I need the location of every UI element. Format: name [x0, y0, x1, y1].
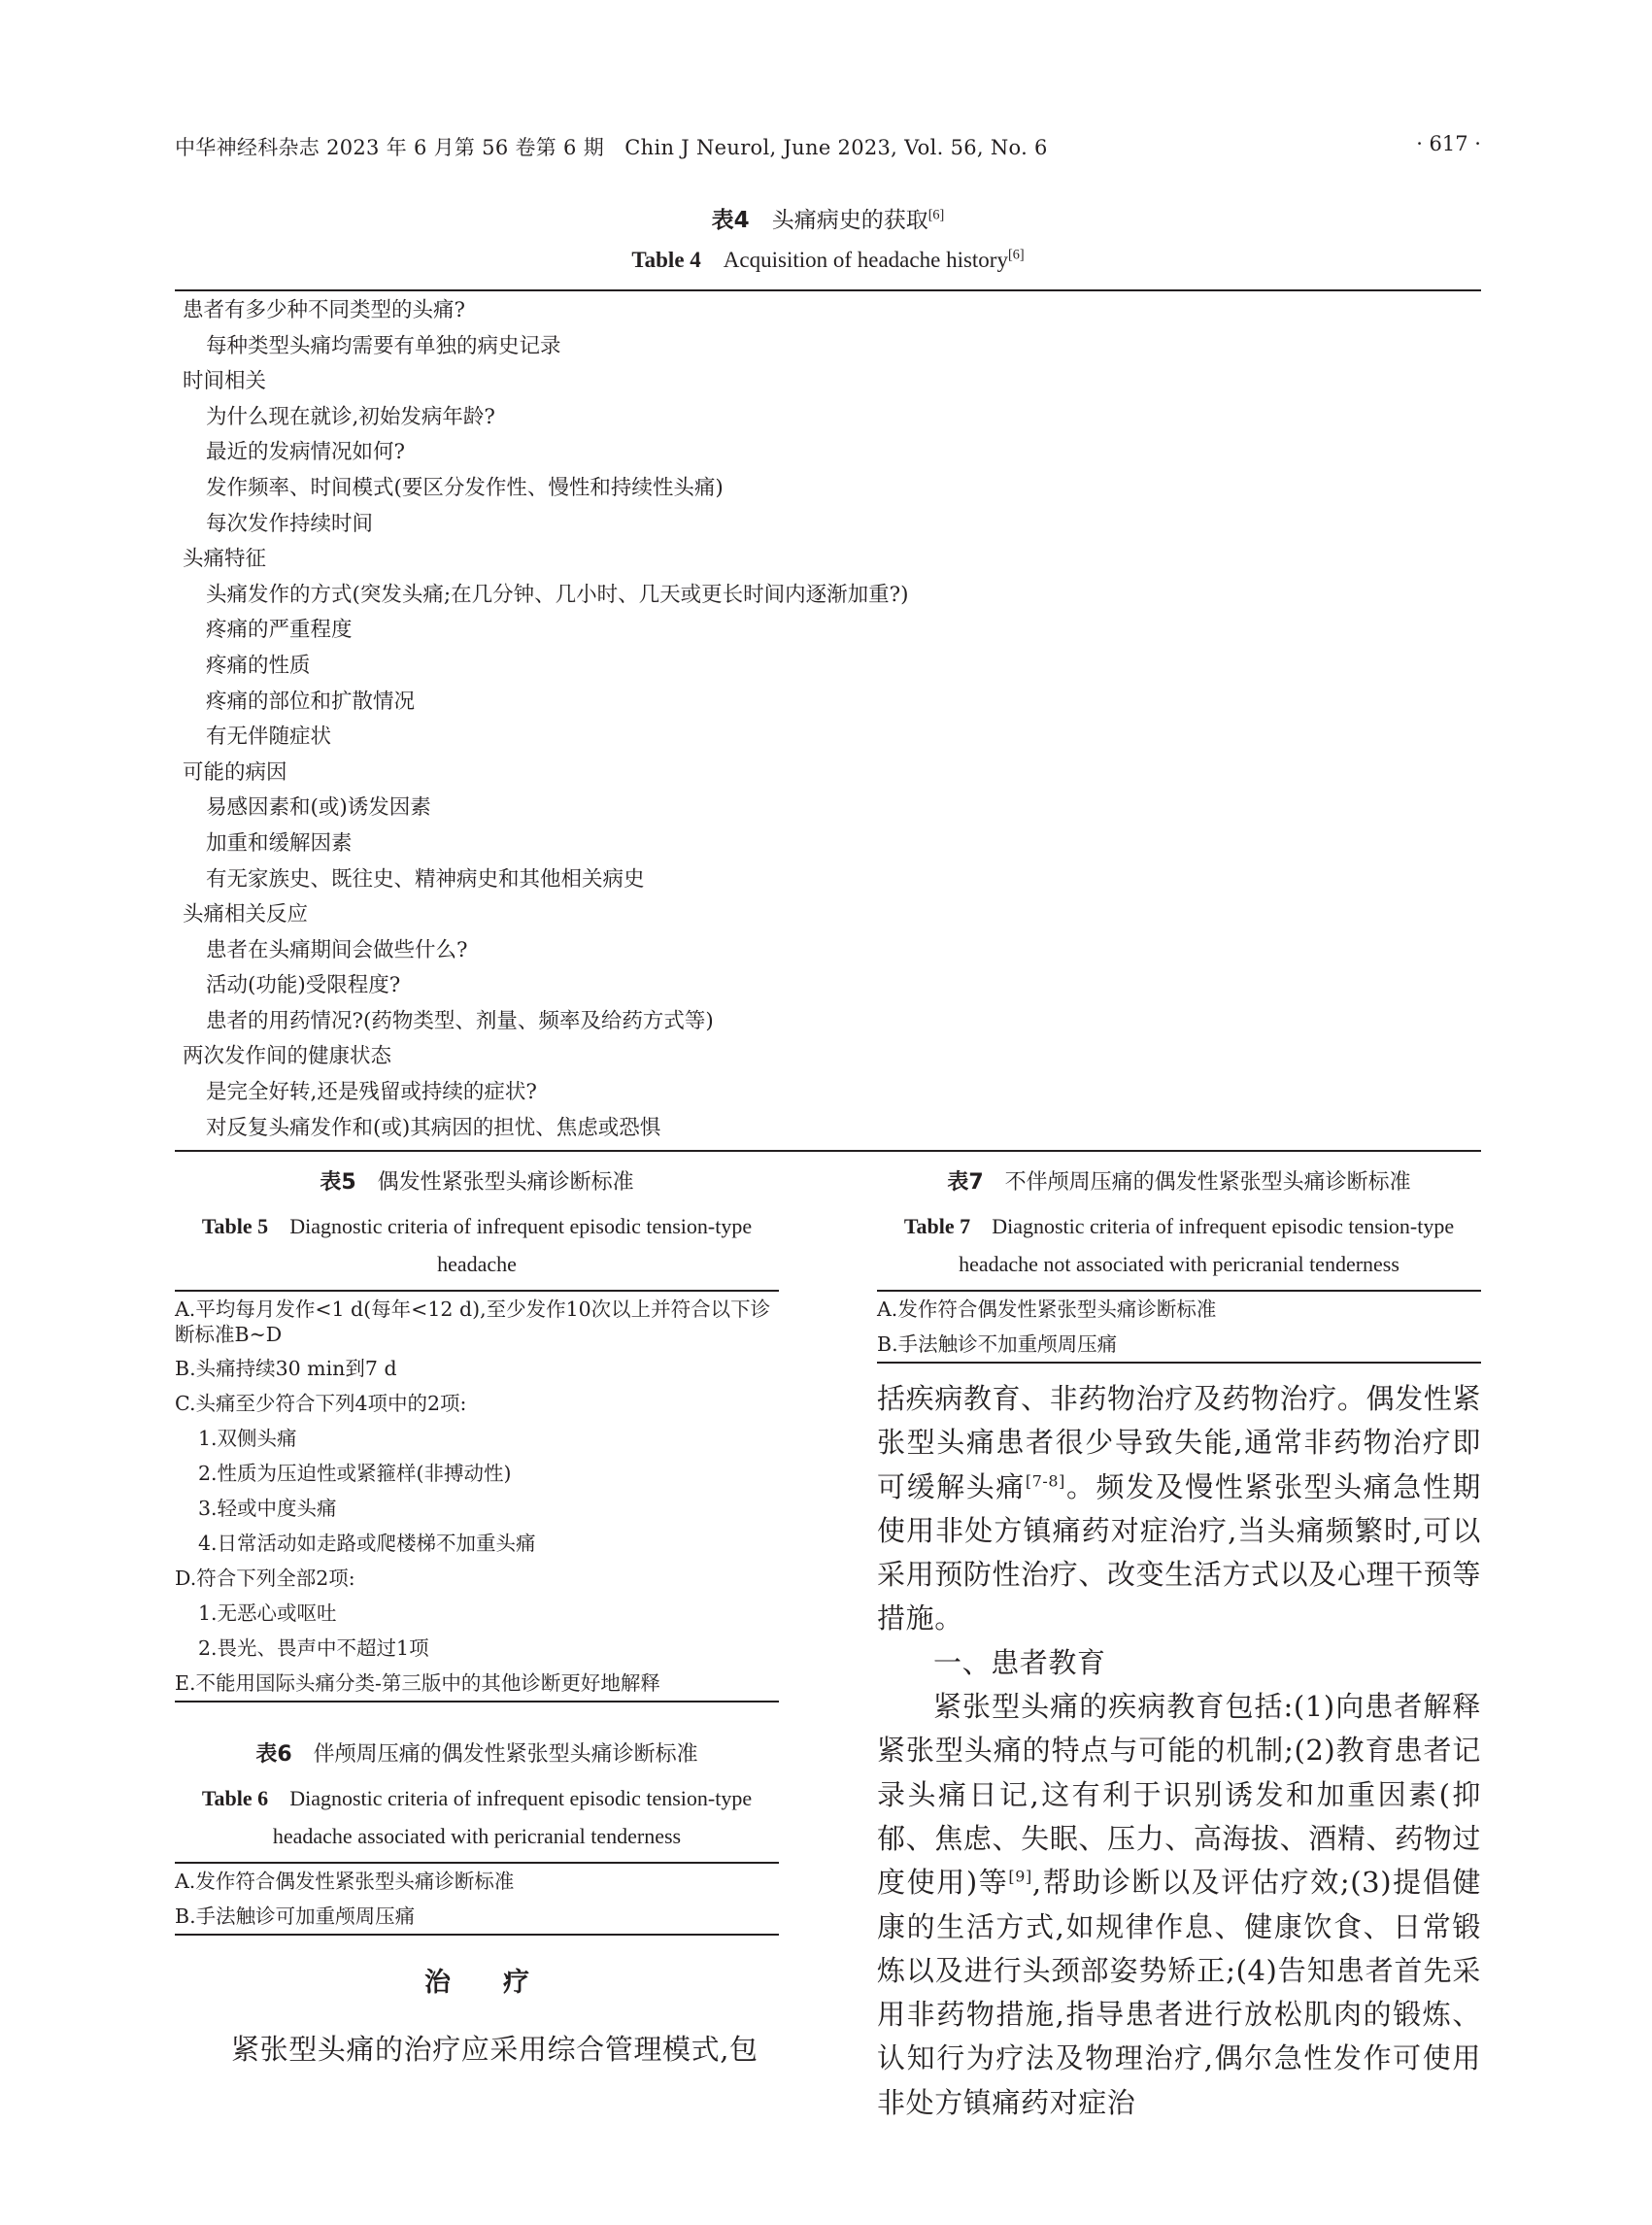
table4-row: 有无伴随症状 — [206, 725, 332, 750]
table4-row: 可能的病因 — [183, 759, 287, 785]
table4-caption — [175, 204, 1481, 277]
table5-row: E.不能用国际头痛分类-第三版中的其他诊断更好地解释 — [175, 1671, 660, 1695]
table6-row: B.手法触诊可加重颅周压痛 — [175, 1905, 416, 1928]
table5-bottom-rule — [175, 1701, 779, 1702]
right-column — [877, 1165, 1481, 2125]
table7-title-zh: 表7 不伴颅周压痛的偶发性紧张型头痛诊断标准 — [947, 1169, 1411, 1195]
table5-row: 1.双侧头痛 — [198, 1427, 297, 1450]
table5-row: 3.轻或中度头痛 — [198, 1497, 337, 1520]
table5-title-zh: 表5 偶发性紧张型头痛诊断标准 — [320, 1169, 634, 1195]
table4-title-zh: 表4 头痛病史的获取[6] — [711, 207, 945, 233]
table4-bottom-rule — [175, 1150, 1481, 1152]
table4-row: 患者的用药情况?(药物类型、剂量、频率及给药方式等) — [206, 1008, 714, 1033]
table4-row: 疼痛的性质 — [206, 653, 311, 678]
table7-caption — [877, 1165, 1481, 1283]
table4-row: 有无家族史、既往史、精神病史和其他相关病史 — [206, 866, 645, 892]
table7-bottom-rule — [877, 1362, 1481, 1364]
page-number: · 617 · — [1416, 132, 1481, 155]
table5-caption — [175, 1165, 779, 1283]
table5-row: 1.无恶心或呕吐 — [198, 1601, 337, 1625]
table4-row: 头痛发作的方式(突发头痛;在几分钟、几小时、几天或更长时间内逐渐加重?) — [206, 582, 909, 607]
table5-row: 2.畏光、畏声中不超过1项 — [198, 1636, 429, 1660]
table4-row: 疼痛的严重程度 — [206, 618, 353, 643]
table4-body — [183, 293, 1474, 1146]
table4-row: 为什么现在就诊,初始发病年龄? — [206, 404, 495, 429]
citation-7-8: [7-8] — [1025, 1470, 1065, 1490]
table4-row: 疼痛的部位和扩散情况 — [206, 689, 416, 714]
table4-row: 患者在头痛期间会做些什么? — [206, 937, 468, 962]
table5-row: A.平均每月发作<1 d(每年<12 d),至少发作10次以上并符合以下诊断标准B~D — [175, 1298, 771, 1346]
table4-row: 每次发作持续时间 — [206, 511, 374, 536]
citation-9: [9] — [1008, 1867, 1032, 1886]
patient-education-paragraph: 紧张型头痛的疾病教育包括:(1)向患者解释紧张型头痛的特点与可能的机制;(2)教育患者记录头痛日记,这有利于识别诱发和加重因素(抑郁、焦虑、失眠、压力、高海拔、酒精、药物过度使用)等[9],帮助诊断以及评估疗效;(3)提倡健康的生活方式,如规律作息、健康饮食、日常锻炼以及进行头颈部姿势矫正;(4)告知患者首先采用非药物措施,指导患者进行放松肌肉的锻炼、认知行为疗法及物理治疗,偶尔急性发作可使用非处方镇痛药对症治 — [877, 1690, 1481, 2119]
table5-row: 2.性质为压迫性或紧箍样(非搏动性) — [198, 1462, 512, 1485]
table4-row: 是完全好转,还是残留或持续的症状? — [206, 1080, 537, 1105]
table6-title-en: Table 6 Diagnostic criteria of infrequent episodic tension-type headache associated with pericranial tenderness — [201, 1786, 753, 1848]
journal-citation: 中华神经科杂志 2023 年 6 月第 56 卷第 6 期 Chin J Neurol, June 2023, Vol. 56, No. 6 — [175, 136, 1048, 159]
table4-row: 时间相关 — [183, 369, 267, 394]
table4-row: 活动(功能)受限程度? — [206, 973, 401, 998]
table4-row: 患者有多少种不同类型的头痛? — [183, 298, 466, 322]
table6-bottom-rule — [175, 1934, 779, 1936]
table7-row: B.手法触诊不加重颅周压痛 — [877, 1332, 1118, 1356]
table4-title-en: Table 4 Acquisition of headache history[6] — [631, 246, 1025, 272]
table7-body — [877, 1292, 1481, 1362]
table7-row: A.发作符合偶发性紧张型头痛诊断标准 — [877, 1298, 1217, 1321]
table4-row: 发作频率、时间模式(要区分发作性、慢性和持续性头痛) — [206, 475, 724, 500]
table5-top-rule — [175, 1290, 779, 1292]
table4-row: 最近的发病情况如何? — [206, 440, 406, 465]
table6-top-rule — [175, 1862, 779, 1864]
left-column — [175, 1165, 779, 2072]
table6-body — [175, 1864, 779, 1934]
table4-top-rule — [175, 289, 1481, 291]
table4-row: 加重和缓解因素 — [206, 830, 353, 856]
table5-row: B.头痛持续30 min到7 d — [175, 1357, 397, 1380]
treatment-paragraph-start: 紧张型头痛的治疗应采用综合管理模式,包 — [231, 2033, 759, 2066]
table4-row: 每种类型头痛均需要有单独的病史记录 — [206, 333, 561, 358]
table5-row: D.符合下列全部2项: — [175, 1567, 355, 1590]
section-heading-treatment: 治 疗 — [424, 1968, 529, 1998]
table5-body — [175, 1292, 779, 1701]
treatment-paragraph-continued: 括疾病教育、非药物治疗及药物治疗。偶发性紧张型头痛患者很少导致失能,通常非药物治疗即可缓解头痛[7-8]。频发及慢性紧张型头痛急性期使用非处方镇痛药对症治疗,当头痛频繁时,可以采用预防性治疗、改变生活方式以及心理干预等措施。 — [877, 1382, 1481, 1635]
table4-row: 头痛特征 — [183, 547, 267, 572]
table6-title-zh: 表6 伴颅周压痛的偶发性紧张型头痛诊断标准 — [255, 1741, 698, 1767]
table6-row: A.发作符合偶发性紧张型头痛诊断标准 — [175, 1870, 515, 1893]
table4-row: 易感因素和(或)诱发因素 — [206, 795, 431, 821]
running-header — [175, 132, 1481, 171]
table5-title-en: Table 5 Diagnostic criteria of infrequent episodic tension-type headache — [201, 1214, 753, 1276]
table4-row: 两次发作间的健康状态 — [183, 1044, 392, 1069]
table4-row: 头痛相关反应 — [183, 902, 309, 927]
table7-title-en: Table 7 Diagnostic criteria of infrequent episodic tension-type headache not associated with pericranial tenderness — [903, 1214, 1455, 1276]
table5-row: 4.日常活动如走路或爬楼梯不加重头痛 — [198, 1532, 536, 1555]
table4-row: 对反复头痛发作和(或)其病因的担忧、焦虑或恐惧 — [206, 1115, 661, 1140]
table6-caption — [175, 1737, 779, 1855]
table5-row: C.头痛至少符合下列4项中的2项: — [175, 1392, 467, 1415]
table7-top-rule — [877, 1290, 1481, 1292]
subheading-patient-education: 一、患者教育 — [933, 1645, 1106, 1679]
